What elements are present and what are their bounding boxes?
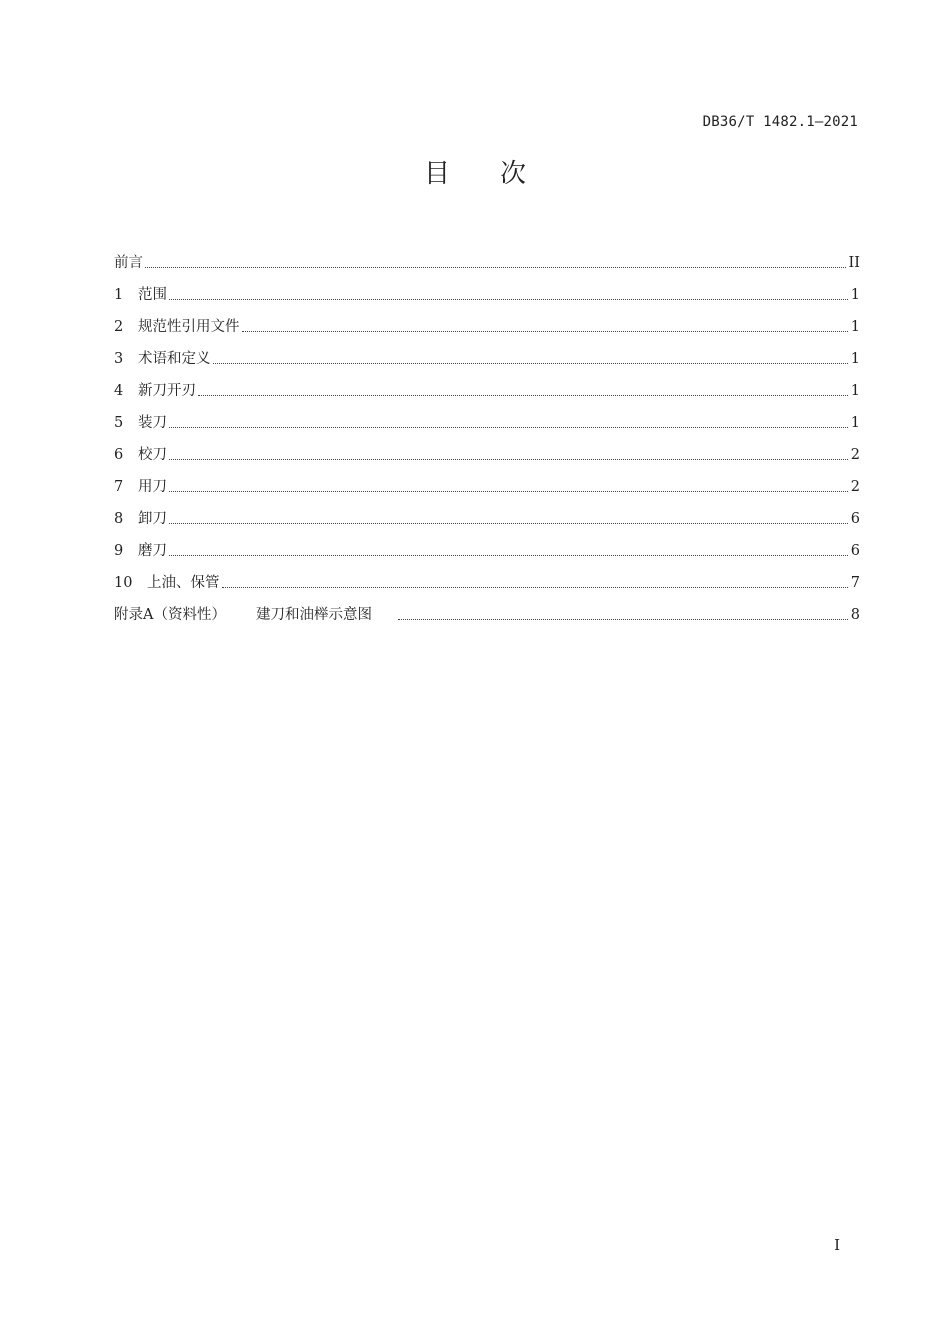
table-of-contents bbox=[114, 241, 860, 625]
toc-entry-page: 1 bbox=[850, 351, 860, 367]
title-char-2: 次 bbox=[500, 159, 527, 189]
toc-entry-title: 前言 bbox=[114, 255, 143, 271]
dot-leader bbox=[145, 266, 846, 268]
dot-leader bbox=[169, 426, 848, 428]
toc-entry-title: 磨刀 bbox=[138, 543, 167, 559]
toc-entry-2[interactable] bbox=[114, 305, 860, 337]
dot-leader bbox=[169, 490, 848, 492]
toc-entry-number: 1 bbox=[114, 287, 124, 303]
toc-entry-title: 装刀 bbox=[138, 415, 167, 431]
toc-entry-appendix-a[interactable] bbox=[114, 593, 860, 625]
dot-leader bbox=[169, 458, 848, 460]
dot-leader bbox=[169, 522, 848, 524]
dot-leader bbox=[398, 618, 848, 620]
toc-entry-8[interactable] bbox=[114, 497, 860, 529]
dot-leader bbox=[242, 330, 848, 332]
toc-entry-number: 7 bbox=[114, 479, 124, 495]
title-char-1: 目 bbox=[423, 159, 450, 189]
toc-entry-page: 6 bbox=[850, 543, 860, 559]
toc-entry-title: 用刀 bbox=[138, 479, 167, 495]
toc-entry-page: 1 bbox=[850, 383, 860, 399]
document-code: DB36/T 1482.1—2021 bbox=[702, 114, 858, 130]
toc-entry-4[interactable] bbox=[114, 369, 860, 401]
toc-entry-title: 新刀开刃 bbox=[138, 383, 196, 399]
toc-entry-6[interactable] bbox=[114, 433, 860, 465]
toc-entry-page: 8 bbox=[850, 607, 860, 623]
toc-entry-number: 4 bbox=[114, 383, 124, 399]
toc-entry-subtitle: 建刀和油榉示意图 bbox=[255, 607, 372, 623]
toc-entry-page: 6 bbox=[850, 511, 860, 527]
toc-entry-5[interactable] bbox=[114, 401, 860, 433]
page-title bbox=[0, 156, 950, 192]
toc-entry-number: 8 bbox=[114, 511, 124, 527]
toc-entry-page: 7 bbox=[850, 575, 860, 591]
toc-entry-title: 范围 bbox=[138, 287, 167, 303]
toc-entry-10[interactable] bbox=[114, 561, 860, 593]
dot-leader bbox=[169, 298, 848, 300]
toc-entry-page: 2 bbox=[850, 447, 860, 463]
toc-entry-9[interactable] bbox=[114, 529, 860, 561]
toc-entry-number: 9 bbox=[114, 543, 124, 559]
toc-entry-page: 1 bbox=[850, 319, 860, 335]
toc-entry-1[interactable] bbox=[114, 273, 860, 305]
toc-entry-number: 5 bbox=[114, 415, 124, 431]
toc-entry-title: 上油、保管 bbox=[147, 575, 220, 591]
dot-leader bbox=[222, 586, 848, 588]
toc-entry-page: 1 bbox=[850, 415, 860, 431]
toc-entry-number: 3 bbox=[114, 351, 124, 367]
toc-entry-number: 6 bbox=[114, 447, 124, 463]
toc-entry-page: II bbox=[848, 255, 860, 271]
page-number: I bbox=[834, 1236, 840, 1254]
toc-entry-7[interactable] bbox=[114, 465, 860, 497]
toc-entry-3[interactable] bbox=[114, 337, 860, 369]
toc-entry-title: 卸刀 bbox=[138, 511, 167, 527]
toc-entry-page: 2 bbox=[850, 479, 860, 495]
toc-entry-title: 规范性引用文件 bbox=[138, 319, 240, 335]
toc-entry-title: 术语和定义 bbox=[138, 351, 211, 367]
toc-entry-page: 1 bbox=[850, 287, 860, 303]
toc-entry-title: 校刀 bbox=[138, 447, 167, 463]
dot-leader bbox=[198, 394, 848, 396]
dot-leader bbox=[213, 362, 848, 364]
dot-leader bbox=[169, 554, 848, 556]
toc-entry-foreword[interactable] bbox=[114, 241, 860, 273]
toc-entry-title: 附录A（资料性） bbox=[114, 607, 226, 623]
toc-entry-number: 2 bbox=[114, 319, 124, 335]
toc-entry-number: 10 bbox=[114, 575, 133, 591]
